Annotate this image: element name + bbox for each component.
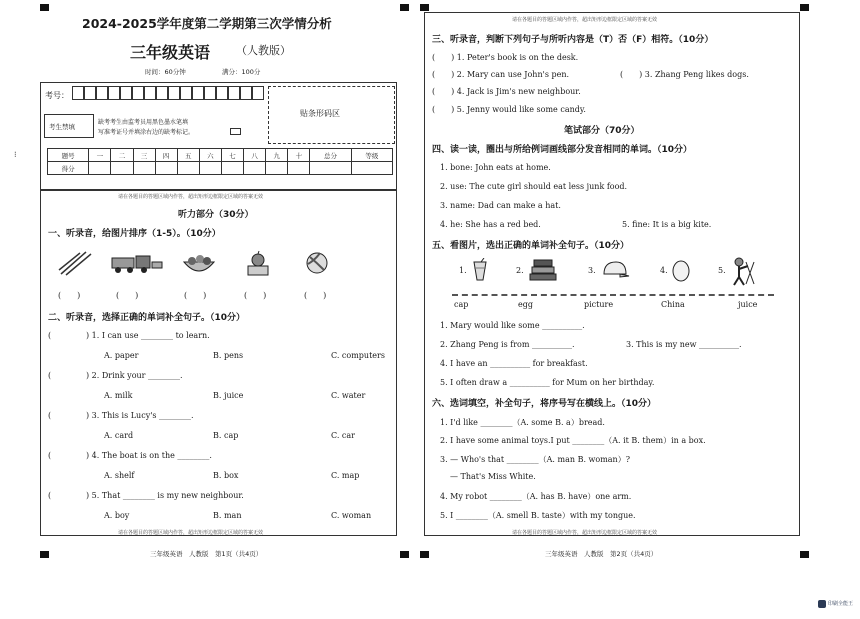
q2-answer-paren[interactable]: (	[48, 491, 52, 500]
q5-item: 5. I often draw a __________ for Mum on her birthday.	[440, 378, 655, 387]
exam-no-label: 考号：	[45, 91, 69, 100]
q2-answer-paren[interactable]: (	[48, 451, 52, 460]
food-bowl-icon	[182, 254, 216, 276]
subject-title: 三年级英语	[130, 43, 211, 62]
q2-answer-paren[interactable]: (	[48, 371, 52, 380]
q5-item: 1. Mary would like some __________.	[440, 321, 585, 330]
q6-item: 4. My robot ________（A. has B. have）one arm.	[440, 492, 632, 501]
juice-glass-icon	[472, 258, 488, 284]
corner-mark	[40, 551, 49, 558]
q6-item: 5. I ________（A. smell B. taste）with my tongue.	[440, 511, 636, 520]
answer-area-1	[40, 190, 397, 536]
q1-answer-paren[interactable]: ( )	[244, 291, 267, 300]
page2-footer: 三年级英语 人教版 第2页（共4页）	[545, 550, 658, 558]
q2-option: B. juice	[213, 391, 244, 400]
q6-item: 1. I'd like ________（A. some B. a）bread.	[440, 418, 605, 427]
q5-number: 1.	[459, 266, 467, 275]
word-bank-item: picture	[584, 300, 614, 309]
q2-stem: ) 3. This is Lucy's ________.	[86, 411, 194, 420]
pencils-icon	[58, 250, 94, 276]
score-table: 题号 一 二 三 四 五 六 七 八 九 十 总分 等级 得分	[47, 148, 393, 175]
q3-item: ( ) 5. Jenny would like some candy.	[432, 105, 586, 114]
q1-heading: 一、听录音，给图片排序（1-5）。（10分）	[48, 229, 221, 239]
q5-number: 3.	[588, 266, 596, 275]
q4-item: 1. bone: John eats at home.	[440, 163, 551, 172]
q4-item: 5. fine: It is a big kite.	[622, 220, 712, 229]
forbidden-note-1: 缺考考生由监考员用黑色墨水笔填	[98, 119, 189, 126]
q2-stem: ) 4. The boat is on the ________.	[86, 451, 212, 460]
q4-item: 2. use: The cute girl should eat less junk food.	[440, 182, 628, 191]
train-icon	[108, 252, 166, 276]
q6-item: — That's Miss White.	[450, 472, 536, 481]
q4-heading: 四、读一读，圈出与所给例词画线部分发音相同的单词。（10分）	[432, 145, 693, 155]
q2-option: A. paper	[104, 351, 139, 360]
q5-number: 4.	[660, 266, 668, 275]
q2-option: A. shelf	[104, 471, 135, 480]
q2-option: B. pens	[213, 351, 244, 360]
painter-icon	[730, 256, 756, 286]
q2-option: C. map	[331, 471, 360, 480]
written-heading: 笔试部分（70分）	[564, 126, 640, 136]
corner-mark	[400, 551, 409, 558]
q2-answer-paren[interactable]: (	[48, 331, 52, 340]
barcode-area: 贴条形码区	[300, 109, 340, 118]
q5-number: 5.	[718, 266, 726, 275]
word-bank-item: egg	[518, 300, 533, 309]
q6-item: 3. — Who's that ________（A. man B. woman）?	[440, 455, 630, 464]
corner-mark	[400, 4, 409, 11]
forbidden-note-2: 写准考证号并填涂右边的缺考标记。	[98, 129, 195, 136]
notice-bottom-1: 请在各题目的答题区域内作答，超出矩形边框限定区域的答案无效	[118, 530, 264, 536]
word-bank-item: cap	[454, 300, 469, 309]
notice-top-1: 请在各题目的答题区域内作答，超出矩形边框限定区域的答案无效	[118, 194, 264, 200]
q5-item: 2. Zhang Peng is from __________.	[440, 340, 575, 349]
notice-top-2: 请在各题目的答题区域内作答，超出矩形边框限定区域的答案无效	[512, 17, 658, 23]
ball-icon	[306, 252, 328, 274]
word-bank-item: China	[661, 300, 685, 309]
q2-option: A. milk	[104, 391, 133, 400]
q2-option: B. cap	[213, 431, 239, 440]
cap-icon	[600, 260, 630, 280]
q2-answer-paren[interactable]: (	[48, 411, 52, 420]
q3-item: ( ) 3. Zhang Peng likes dogs.	[620, 70, 749, 79]
q1-answer-paren[interactable]: ( )	[116, 291, 139, 300]
corner-mark	[420, 4, 429, 11]
q3-item: ( ) 4. Jack is Jim's new neighbour.	[432, 87, 581, 96]
q2-option: C. water	[331, 391, 366, 400]
q5-heading: 五、看图片，选出正确的单词补全句子。（10分）	[432, 241, 630, 251]
apple-scale-icon	[246, 250, 270, 276]
q5-number: 2.	[516, 266, 524, 275]
q2-stem: ) 2. Drink your ________.	[86, 371, 183, 380]
corner-mark	[420, 551, 429, 558]
q2-stem: ) 1. I can use ________ to learn.	[86, 331, 210, 340]
corner-mark	[800, 4, 809, 11]
corner-mark	[800, 551, 809, 558]
q2-heading: 二、听录音，选择正确的单词补全句子。（10分）	[48, 313, 246, 323]
q4-item: 3. name: Dad can make a hat.	[440, 201, 561, 210]
full-score: 满分：100分	[222, 68, 261, 76]
exam-time: 时间：60分钟	[145, 68, 186, 76]
q2-option: B. box	[213, 471, 239, 480]
q2-option: C. computers	[331, 351, 385, 360]
books-icon	[528, 256, 558, 284]
absent-mark-box[interactable]	[230, 128, 241, 135]
q6-item: 2. I have some animal toys.I put ________（A. it B. them）in a box.	[440, 436, 706, 445]
q2-option: B. man	[213, 511, 242, 520]
q2-option: C. car	[331, 431, 355, 440]
forbidden-label: 考生禁填	[49, 123, 75, 131]
margin-mark: ⁝	[14, 150, 17, 159]
watermark: 印刷全能王	[828, 601, 854, 607]
word-bank-item: juice	[738, 300, 758, 309]
q4-item: 4. he: She has a red bed.	[440, 220, 541, 229]
q2-option: A. boy	[104, 511, 130, 520]
egg-icon	[672, 258, 690, 282]
q6-heading: 六、选词填空，补全句子，将序号写在横线上。（10分）	[432, 399, 657, 409]
edition: （人教版）	[236, 44, 291, 57]
notice-bottom-2: 请在各题目的答题区域内作答，超出矩形边框限定区域的答案无效	[512, 530, 658, 536]
q5-item: 3. This is my new __________.	[626, 340, 742, 349]
q2-stem: ) 5. That ________ is my new neighbour.	[86, 491, 244, 500]
exam-title: 2024-2025学年度第二学期第三次学情分析	[82, 16, 332, 31]
listening-heading: 听力部分（30分）	[178, 210, 254, 220]
corner-mark	[40, 4, 49, 11]
scanner-logo-icon	[818, 600, 826, 608]
q1-answer-paren[interactable]: ( )	[58, 291, 81, 300]
q3-item: ( ) 2. Mary can use John's pen.	[432, 70, 570, 79]
q2-option: A. card	[104, 431, 134, 440]
q3-heading: 三、听录音，判断下列句子与所听内容是（T）否（F）相符。（10分）	[432, 35, 714, 45]
page1-footer: 三年级英语 人教版 第1页（共4页）	[150, 550, 263, 558]
q1-answer-paren[interactable]: ( )	[184, 291, 207, 300]
q1-answer-paren[interactable]: ( )	[304, 291, 327, 300]
q2-option: C. woman	[331, 511, 372, 520]
q3-item: ( ) 1. Peter's book is on the desk.	[432, 53, 579, 62]
q5-item: 4. I have an __________ for breakfast.	[440, 359, 588, 368]
